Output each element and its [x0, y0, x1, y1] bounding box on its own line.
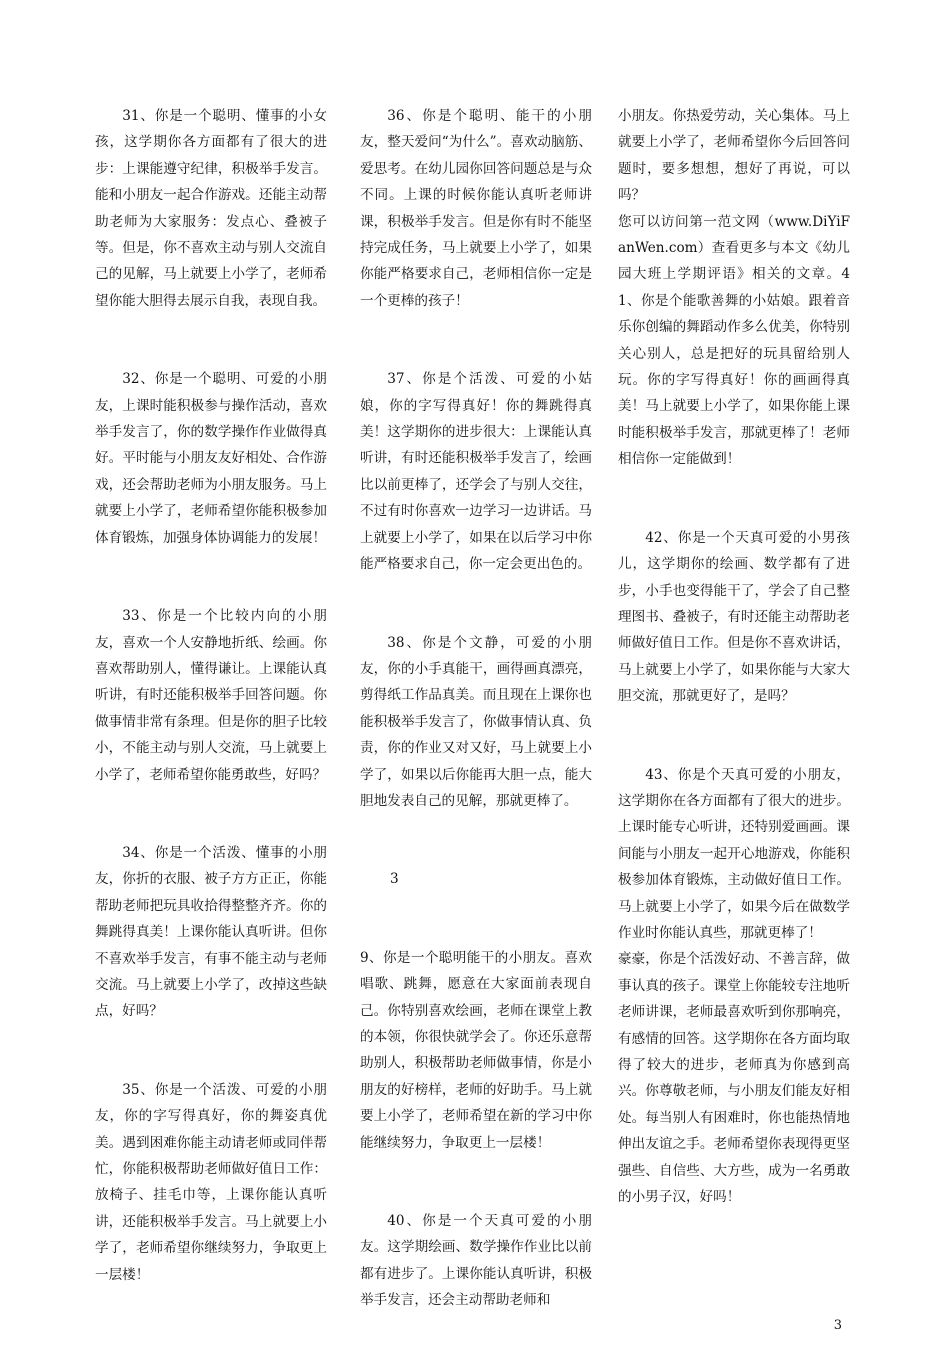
paragraph-43: 43、你是个天真可爱的小朋友，这学期你在各方面都有了很大的进步。上课时能专心听讲，还特别爱画画。课间能与小朋友一起开心地游戏，你能积极参加体育锻炼，主动做好值日工作。马上就要上小学了，如果今后在做数学作业时你能认真些，那就更棒了！ [618, 766, 850, 941]
paragraph-9: 9、你是一个聪明能干的小朋友。喜欢唱歌、跳舞，愿意在大家面前表现自己。你特别喜欢绘画，老师在课堂上教的本领，你很快就学会了。你还乐意帮助别人，积极帮助老师做事情，你是小朋友的好榜样，老师的好助手。马上就要上小学了，老师希望在新的学习中你能继续努力，争取更上一层楼！ [360, 949, 592, 1151]
paragraph-32: 32、你是一个聪明、可爱的小朋友，上课时能积极参与操作活动，喜欢举手发言了，你的数学操作作业做得真好。平时能与小朋友友好相处、合作游戏，还会帮助老师为小朋友服务。马上就要上小学了，老师希望你能积极参加体育锻炼，加强身体协调能力的发展！ [95, 371, 327, 546]
page-number: 3 [833, 1318, 842, 1333]
paragraph-40: 40、你是一个天真可爱的小朋友。这学期绘画、数学操作作业比以前都有进步了。上课你能认真听讲，积极举手发言，还会主动帮助老师和 [360, 1213, 592, 1309]
paragraph-37: 37、你是个活泼、可爱的小姑娘，你的字写得真好！你的舞跳得真美！这学期你的进步很大：上课能认真听讲，有时还能积极举手发言了，绘画比以前更棒了，还学会了与别人交往，不过有时你喜欢一边学习一边讲话。马上就要上小学了，如果在以后学习中你能严格要求自己，你一定会更出色的。 [360, 371, 592, 573]
inline-page-marker: 3 [390, 871, 399, 888]
column-1 [95, 103, 327, 1340]
paragraph-31: 31、你是一个聪明、懂事的小女孩，这学期你各方面都有了很大的进步：上课能遵守纪律，积极举手发言。能和小朋友一起合作游戏。还能主动帮助老师为大家服务：发点心、叠被子等。但是，你不喜欢主动与别人交流自己的见解，马上就要上小学了，老师希望你能大胆得去展示自我，表现自我。 [95, 108, 327, 309]
paragraph-haohao: 豪豪，你是个活泼好动、不善言辞，做事认真的孩子。课堂上你能较专注地听老师讲课，老师最喜欢听到你那响亮，有感情的回答。这学期你在各方面均取得了较大的进步，老师真为你感到高兴。你尊敬老师，与小朋友们能友好相处。每当别人有困难时，你也能热情地伸出友谊之手。老师希望你表现得更坚强些、自信些、大方些，成为一名勇敢的小男子汉，好吗！ [618, 951, 850, 1206]
paragraph-42: 42、你是一个天真可爱的小男孩儿，这学期你的绘画、数学都有了进步，小手也变得能干了，学会了自己整理图书、叠被子，有时还能主动帮助老师做好值日工作。但是你不喜欢讲话，马上就要上小学了，如果你能与大家大胆交流，那就更好了，是吗？ [618, 529, 850, 705]
column-3 [618, 103, 850, 1210]
paragraph-40-continued: 小朋友。你热爱劳动，关心集体。马上就要上小学了，老师希望你今后回答问题时，要多想想，想好了再说，可以吗？ [618, 108, 850, 204]
paragraph-34: 34、你是一个活泼、懂事的小朋友，你折的衣服、被子方方正正，你能帮助老师把玩具收拾得整整齐齐。你的舞跳得真美！上课你能认真听讲。但你不喜欢举手发言，有事不能主动与老师交流。马上就要上小学了，改掉这些缺点，好吗？ [95, 844, 327, 1020]
paragraph-36: 36、你是个聪明、能干的小朋友，整天爱问“为什么”。喜欢动脑筋、爱思考。在幼儿园你回答问题总是与众不同。上课的时候你能认真听老师讲课，积极举手发言。但是你有时不能坚持完成任务，马上就要上小学了，如果你能严格要求自己，老师相信你一定是一个更棒的孩子！ [360, 108, 592, 309]
column-2 [360, 103, 592, 1366]
paragraph-41: 您可以访问第一范文网（www.DiYiFanWen.com）查看更多与本文《幼儿园大班上学期评语》相关的文章。41、你是个能歌善舞的小姑娘。跟着音乐你创编的舞蹈动作多么优美，你特别关心别人，总是把好的玩具留给别人玩。你的字写得真好！你的画画得真美！马上就要上小学了，如果你能上课时能积极举手发言，那就更棒了！老师相信你一定能做到！ [618, 213, 850, 468]
paragraph-38: 38、你是个文静，可爱的小朋友，你的小手真能干，画得画真漂亮，剪得纸工作品真美。而且现在上课你也能积极举手发言了，你做事情认真、负责，你的作业又对又好，马上就要上小学了，如果以后你能再大胆一点，能大胆地发表自己的见解，那就更棒了。 [360, 634, 592, 809]
paragraph-35: 35、你是一个活泼、可爱的小朋友，你的字写得真好，你的舞姿真优美。遇到困难你能主动请老师或同伴帮忙，你能积极帮助老师做好值日工作：放椅子、挂毛巾等，上课你能认真听讲，还能积极举手发言。马上就要上小学了，老师希望你继续努力，争取更上一层楼！ [95, 1081, 327, 1283]
paragraph-33: 33、你是一个比较内向的小朋友，喜欢一个人安静地折纸、绘画。你喜欢帮助别人，懂得谦让。上课能认真听讲，有时还能积极举手回答问题。你做事情非常有条理。但是你的胆子比较小，不能主动与别人交流，马上就要上小学了，老师希望你能勇敢些，好吗？ [95, 608, 327, 783]
